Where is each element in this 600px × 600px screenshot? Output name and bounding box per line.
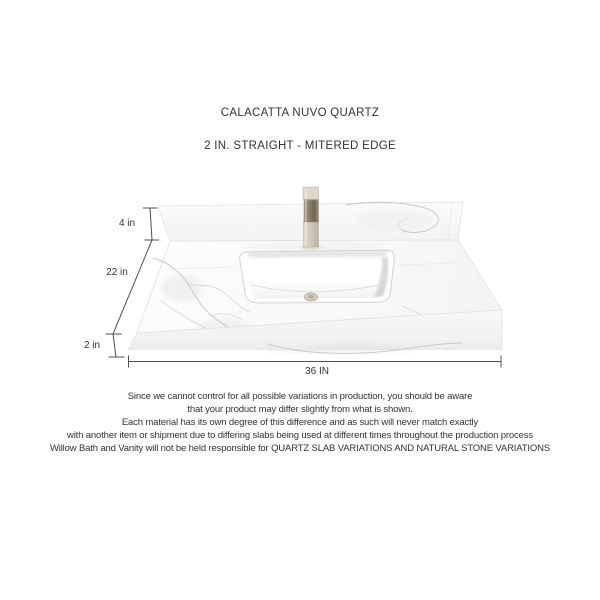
disclaimer-line: Willow Bath and Vanity will not be held responsible for QUARTZ SLAB VARIATIONS AND NATURAL STONE VARIATIONS bbox=[49, 443, 551, 454]
disclaimer-line: Each material has its own degree of this difference and as such will never match exactly bbox=[121, 417, 479, 428]
disclaimer-line: Since we cannot control for all possible variations in production, you should be aware bbox=[127, 391, 473, 402]
sink-drain bbox=[305, 293, 318, 301]
dimension-label-width: 36 IN bbox=[305, 366, 329, 377]
disclaimer-line: with another item or shipment due to differing slabs being used at different times throughout the production process bbox=[67, 430, 533, 441]
dimension-label-backsplash-height: 4 in bbox=[118, 218, 136, 229]
disclaimer-line: that your product may differ slightly from what is shown. bbox=[187, 404, 413, 415]
dimension-backsplash-height bbox=[144, 208, 159, 240]
disclaimer-text bbox=[0, 390, 600, 455]
sink bbox=[240, 250, 395, 303]
dimension-thickness bbox=[109, 334, 124, 357]
material-title: CALACATTA NUVO QUARTZ bbox=[220, 107, 380, 119]
edge-style-title: 2 IN. STRAIGHT - MITERED EDGE bbox=[204, 140, 396, 152]
dimension-label-depth: 22 in bbox=[106, 267, 128, 278]
faucet bbox=[301, 187, 321, 250]
dimension-label-thickness: 2 in bbox=[83, 340, 101, 351]
